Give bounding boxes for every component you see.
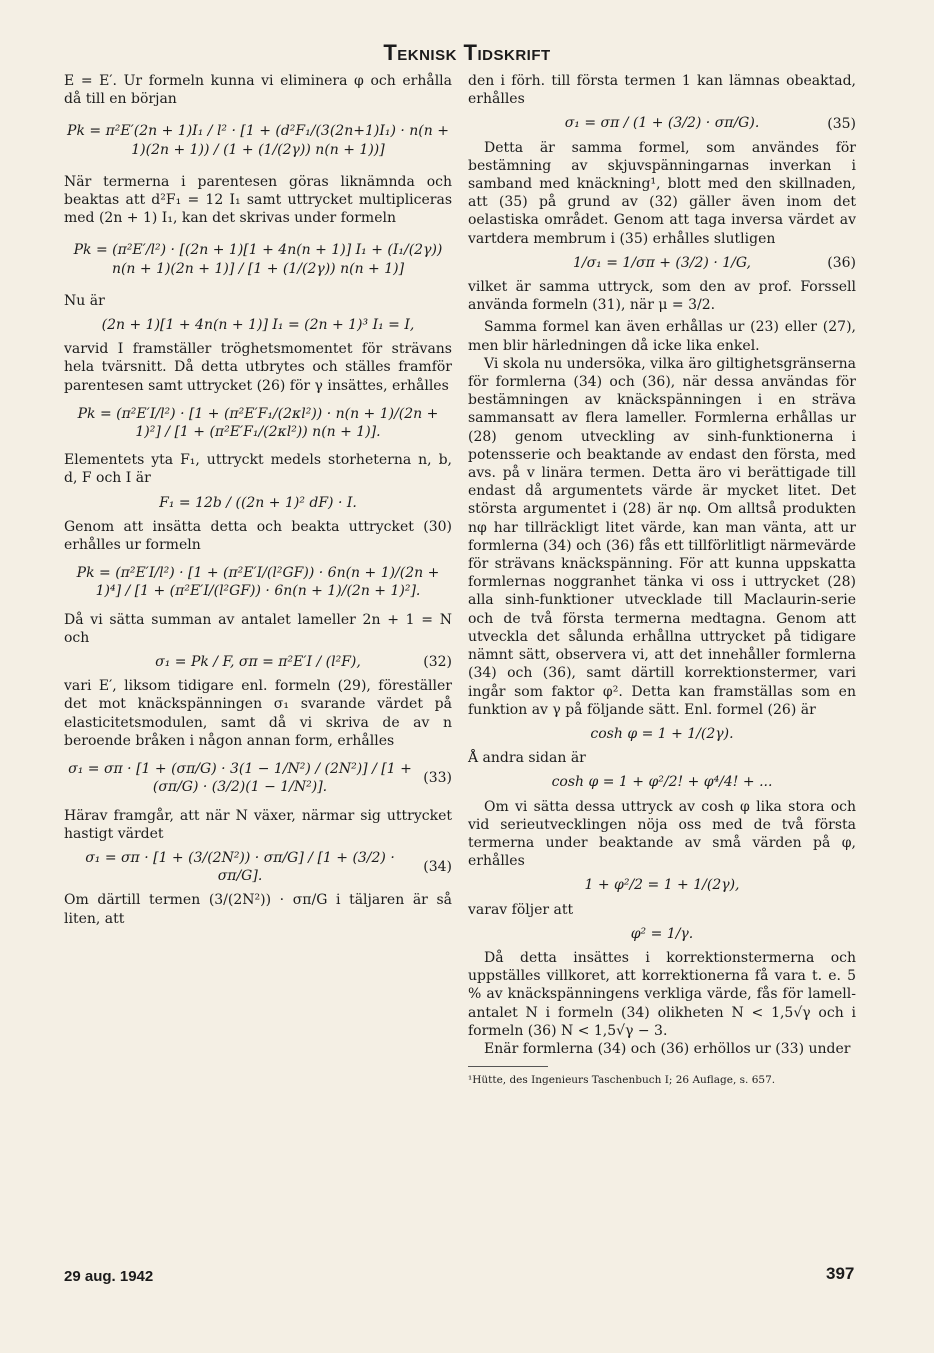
paragraph: Då vi sätta summan av antalet lameller 2n + 1 = N och (64, 611, 452, 646)
paragraph: Om därtill termen (3/(2N²)) · σπ/G i täljaren är så liten, att (64, 892, 452, 927)
equation-34 (64, 849, 452, 885)
paragraph: När termerna i parentesen göras liknämnda och beaktas att d²F₁ = 12 I₁ samt uttrycket multipliceras med (2n + 1) I₁, kan det skrivas under formeln (64, 173, 452, 227)
equation-35-body: σ₁ = σπ / (1 + (3/2) · σπ/G). (564, 115, 760, 132)
equation-34-body: σ₁ = σπ · [1 + (3/(2N²)) · σπ/G] / [1 + (3/2) · σπ/G]. (85, 849, 395, 885)
equation-f1: F₁ = 12b / ((2n + 1)² dF) · I. (159, 494, 357, 511)
paragraph: Detta är samma formel, som användes för bestämning av skjuvspänningarnas inverkan i samband med knäckning¹, blott med den skillnaden, att (35) på grund av (32) gäller även inom det oelastiska området. Genom att taga inversa värdet av vartdera membrum i (35) erhålles slutligen (468, 139, 856, 247)
equation-number: (36) (827, 254, 856, 271)
paragraph: E = E′. Ur formeln kunna vi eliminera φ och erhålla då till en början (64, 73, 452, 108)
paragraph: Genom att insätta detta och beakta uttrycket (30) erhålles ur formeln (64, 518, 452, 554)
paragraph: Vi skola nu undersöka, vilka äro giltighetsgränserna för formlerna (34) och (36), när dessa användas för bestämningen av knäckspänningen i en sträva sammansatt av flera lameller. Formlerna erhållas ur (28) genom utveckling av sinh-funktionerna i potensserie och beaktande av endast den första, med avs. på v linära termen. Detta äro vi berättigade till endast då argumentets värde är mycket litet. Det största argumentet i (28) är nφ. Om alltså produkten nφ har tillräckligt litet värde, kan man vänta, att ur formlerna (34) och (36) fås ett tillförlitligt närmevärde för strävans knäckspänning. För att kunna uppskatta formlernas noggranhet tänka vi oss i uttrycket (28) alla sinh-funktioner utvecklade till Maclaurin-serie och de två första termerna medtagna. Genom att utveckla det sålunda erhållna uttrycket på tidigare nämnt sätt, observera vi, att det innehåller formlerna (34) och (36), samt därtill korrektionstermer, vari ingår som faktor φ². Detta kan framställas som en funktion av γ på följande sätt. Enl. formel (26) är (468, 355, 856, 718)
journal-header: Teknisk Tidskrift (383, 40, 551, 65)
paragraph: Då detta insättes i korrektionstermerna och uppställes villkoret, att korrektionerna få vara t. e. 5 % av knäckspänningens verkliga värde, fås för lamell-antalet N i formeln (34) olikheten N < 1,5√γ och i formeln (36) N < 1,5√γ − 3. (468, 949, 856, 1039)
equation-36 (468, 254, 856, 272)
equation-pk-a: Pk = π²E′(2n + 1)I₁ / l² · [1 + (d²F₁/(3(2n+1)I₁) · n(n + 1)(2n + 1)) / (1 + (1/(2γ)) n(n + 1))] (67, 123, 449, 158)
paragraph: Om vi sätta dessa uttryck av cosh φ lika stora och vid serieutvecklingen nöja oss med de två första termerna under beaktande av små värden på φ, erhålles (468, 798, 856, 870)
equation-32-body: σ₁ = Pk / F, σπ = π²E′I / (l²F), (155, 654, 361, 671)
footnote: ¹Hütte, des Ingenieurs Taschenbuch I; 26 Auflage, s. 657. (468, 1074, 776, 1087)
paragraph: Å andra sidan är (468, 750, 586, 767)
equation-35 (468, 114, 856, 132)
equation-pk-d: Pk = (π²E′I/l²) · [1 + (π²E′F₁/(2κl²)) · n(n + 1)/(2n + 1)²] / [1 + (π²E′F₁/(2κl²)) n(n + 1)]. (77, 405, 439, 441)
issue-date: 29 aug. 1942 (64, 1268, 154, 1285)
paragraph: Elementets yta F₁, uttryckt medels storheterna n, b, d, F och I är (64, 452, 452, 487)
right-column (468, 72, 856, 1089)
equation-pk-f: Pk = (π²E′I/l²) · [1 + (π²E′I/(l²GF)) · 6n(n + 1)/(2n + 1)⁴] / [1 + (π²E′I/(l²GF)) · 6n(n + 1)/(2n + 1)²]. (76, 565, 440, 600)
equation-cosh-b: cosh φ = 1 + φ²/2! + φ⁴/4! + ... (551, 774, 773, 791)
equation-36-body: 1/σ₁ = 1/σπ + (3/2) · 1/G, (572, 254, 751, 271)
paragraph: vilket är samma uttryck, som den av prof. Forssell använda formeln (31), när μ = 3/2. (468, 279, 856, 314)
equation-pk-b: Pk = (π²E′/l²) · [(2n + 1)[1 + 4n(n + 1)] I₁ + (I₁/(2γ)) n(n + 1)(2n + 1)] / [1 + (1/(2γ)) n(n + 1)] (73, 242, 443, 277)
paragraph: den i förh. till första termen 1 kan lämnas obeaktad, erhålles (468, 73, 856, 108)
equation-phi: φ² = 1/γ. (630, 925, 694, 942)
paragraph: vari E′, liksom tidigare enl. formeln (29), föreställer det mot knäckspänningen σ₁ svarande värdet på elasticitetsmodulen, samt då vi skriva de av n beroende bråken i någon annan form, erhålles (64, 678, 452, 749)
equation-number: (35) (827, 115, 856, 132)
equation-33-body: σ₁ = σπ · [1 + (σπ/G) · 3(1 − 1/N²) / (2N²)] / [1 + (σπ/G) · (3/2)(1 − 1/N²)]. (68, 761, 412, 796)
equation-moment: (2n + 1)[1 + 4n(n + 1)] I₁ = (2n + 1)³ I₁ = I, (101, 317, 415, 334)
equation-number: (32) (423, 654, 452, 671)
equation-32 (64, 653, 452, 671)
paragraph: varvid I framställer tröghetsmomentet för strävans hela tvärsnitt. Då detta utbrytes och ställes framför parentesen samt uttrycket (26) för γ insättes, erhålles (64, 341, 452, 394)
equation-series: 1 + φ²/2 = 1 + 1/(2γ), (584, 877, 740, 894)
paragraph: varav följer att (468, 901, 574, 918)
left-column (64, 72, 452, 928)
paragraph: Samma formel kan även erhållas ur (23) eller (27), men blir härledningen då icke lika enkel. (468, 319, 856, 354)
equation-33 (64, 760, 452, 796)
paragraph: Härav framgår, att när N växer, närmar sig uttrycket hastigt värdet (64, 807, 452, 842)
paragraph: Nu är (64, 292, 105, 309)
equation-cosh-a: cosh φ = 1 + 1/(2γ). (590, 725, 734, 742)
paragraph: Enär formlerna (34) och (36) erhöllos ur (33) under (484, 1040, 851, 1057)
equation-number: (34) (423, 859, 452, 876)
page-number: 397 (826, 1264, 855, 1283)
footnote-rule (468, 1066, 548, 1067)
equation-number: (33) (423, 770, 452, 787)
